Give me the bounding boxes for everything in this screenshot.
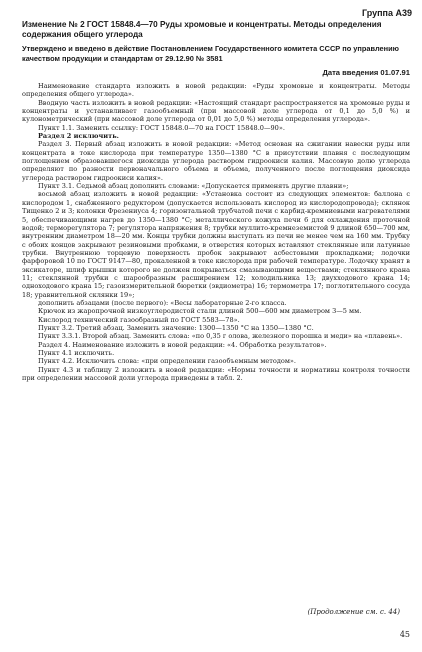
document-body (22, 82, 410, 382)
document-title: Изменение № 2 ГОСТ 15848.4—70 Руды хромовые и концентраты. Методы определения содержания общего углерода (22, 20, 382, 40)
paragraph: Наименование стандарта изложить в новой редакции: «Руды хромовые и концентраты. Методы определения общего углерода». (22, 82, 410, 99)
paragraph: Раздел 3. Первый абзац изложить в новой редакции: «Метод основан на сжигании навески руды или концентрата в токе кислорода при температуре 1350—1380 °С в присутствии плавня с последующим поглощением образовавшегося диоксида углерода раствором гидроокиси калия. Массовую долю углерода определяют по разности первоначального объема и объема, полученного после поглощения диоксида углерода раствором гидроокиси калия». (22, 140, 410, 182)
paragraph: Вводную часть изложить в новой редакции: «Настоящий стандарт распространяется на хромовые руды и концентраты и устанавливает газообъемный (при массовой доле углерода от 0,1 до 5,0 %) и кулонометрический (при массовой доле углерода от 0,01 до 5,0 %) методы определения углерода». (22, 98, 410, 124)
paragraph: восьмой абзац изложить в новой редакции: «Установка состоит из следующих элементов: баллона с кислородом 1, снабженного редуктором (допускается использовать кислород из кислородопровода); склянок Тищенко 2 и 3; колонки Фрезениуса 4; горизонтальной трубчатой печи с карбид-кремниевыми нагревателями 5, обеспечивающими нагрев до 1350—1380 °С; металлического кожуха печи 6 для охлаждения проточной водой; терморегулятора 7; регулятора напряжения 8; трубки муллито-кремнеземистой 9 длиной 650—700 мм, внутренним диаметром 18—20 мм. Концы трубки должны выступать из печи не менее чем на 160 мм. Трубку с обоих концов закрывают резиновыми пробками, в отверстия которых вставляют стеклянные или латунные трубки. Внутреннюю торцевую поверхность пробок закрывают асбестовыми прокладками; лодочки фарфоровой 10 по ГОСТ 9147—80, прокаленной в токе кислорода при рабочей температуре. Лодочку хранят в эксикаторе, шлиф крышки которого не должен покрываться смазывающими веществами; стеклянного крана 11; стеклянной трубки с шарообразным расширением 12; холодильника 13; двухходового крана 14; одноходового крана 15; газоизмерительной бюретки (эвдиометра) 16; термометра 17; поглотительного сосуда 18; уравнительной склянки 19»; (22, 190, 410, 299)
continuation-note: (Продолжение см. с. 44) (307, 608, 400, 616)
page-number: 45 (399, 630, 410, 639)
paragraph: Раздел 2 исключить. (38, 132, 119, 141)
effective-date: Дата введения 01.07.91 (322, 68, 410, 77)
paragraph: дополнить абзацами (после первого): «Весы лабораторные 2-го класса. (38, 298, 287, 307)
group-code: Группа А39 (361, 8, 412, 18)
paragraph: Раздел 4. Наименование изложить в новой редакции: «4. Обработка результатов». (38, 340, 327, 349)
paragraph: Крючок из жаропрочной низкоуглеродистой стали длиной 500—600 мм диаметром 3—5 мм. (38, 307, 362, 316)
paragraph: Пункт 3.2. Третий абзац. Заменить значение: 1300—1350 °С на 1350—1380 °С. (38, 323, 314, 332)
paragraph: Пункт 3.3.1. Второй абзац. Заменить слова: «по 0,35 г олова, железного порошка и меди» на «плавень». (38, 332, 403, 341)
paragraph: Пункт 3.1. Седьмой абзац дополнить словами: «Допускается применять другие плавни»; (38, 182, 349, 191)
paragraph: Пункт 4.2. Исключить слова: «при определении газообъемным методом». (38, 357, 296, 366)
approval-statement: Утверждено и введено в действие Постановлением Государственного комитета СССР по управлению качеством продукции и стандартам от 29.12.90 № 3581 (22, 44, 399, 63)
paragraph: Пункт 4.3 и таблицу 2 изложить в новой редакции: «Нормы точности и нормативы контроля точности при определении массовой доли углерода приведены в табл. 2. (22, 365, 410, 383)
paragraph: Кислород технический газообразный по ГОСТ 5583—78». (38, 315, 240, 324)
paragraph: Пункт 4.1 исключить. (38, 349, 115, 357)
paragraph: Пункт 1.1. Заменить ссылку: ГОСТ 15848.0—70 на ГОСТ 15848.0—90». (38, 123, 285, 132)
